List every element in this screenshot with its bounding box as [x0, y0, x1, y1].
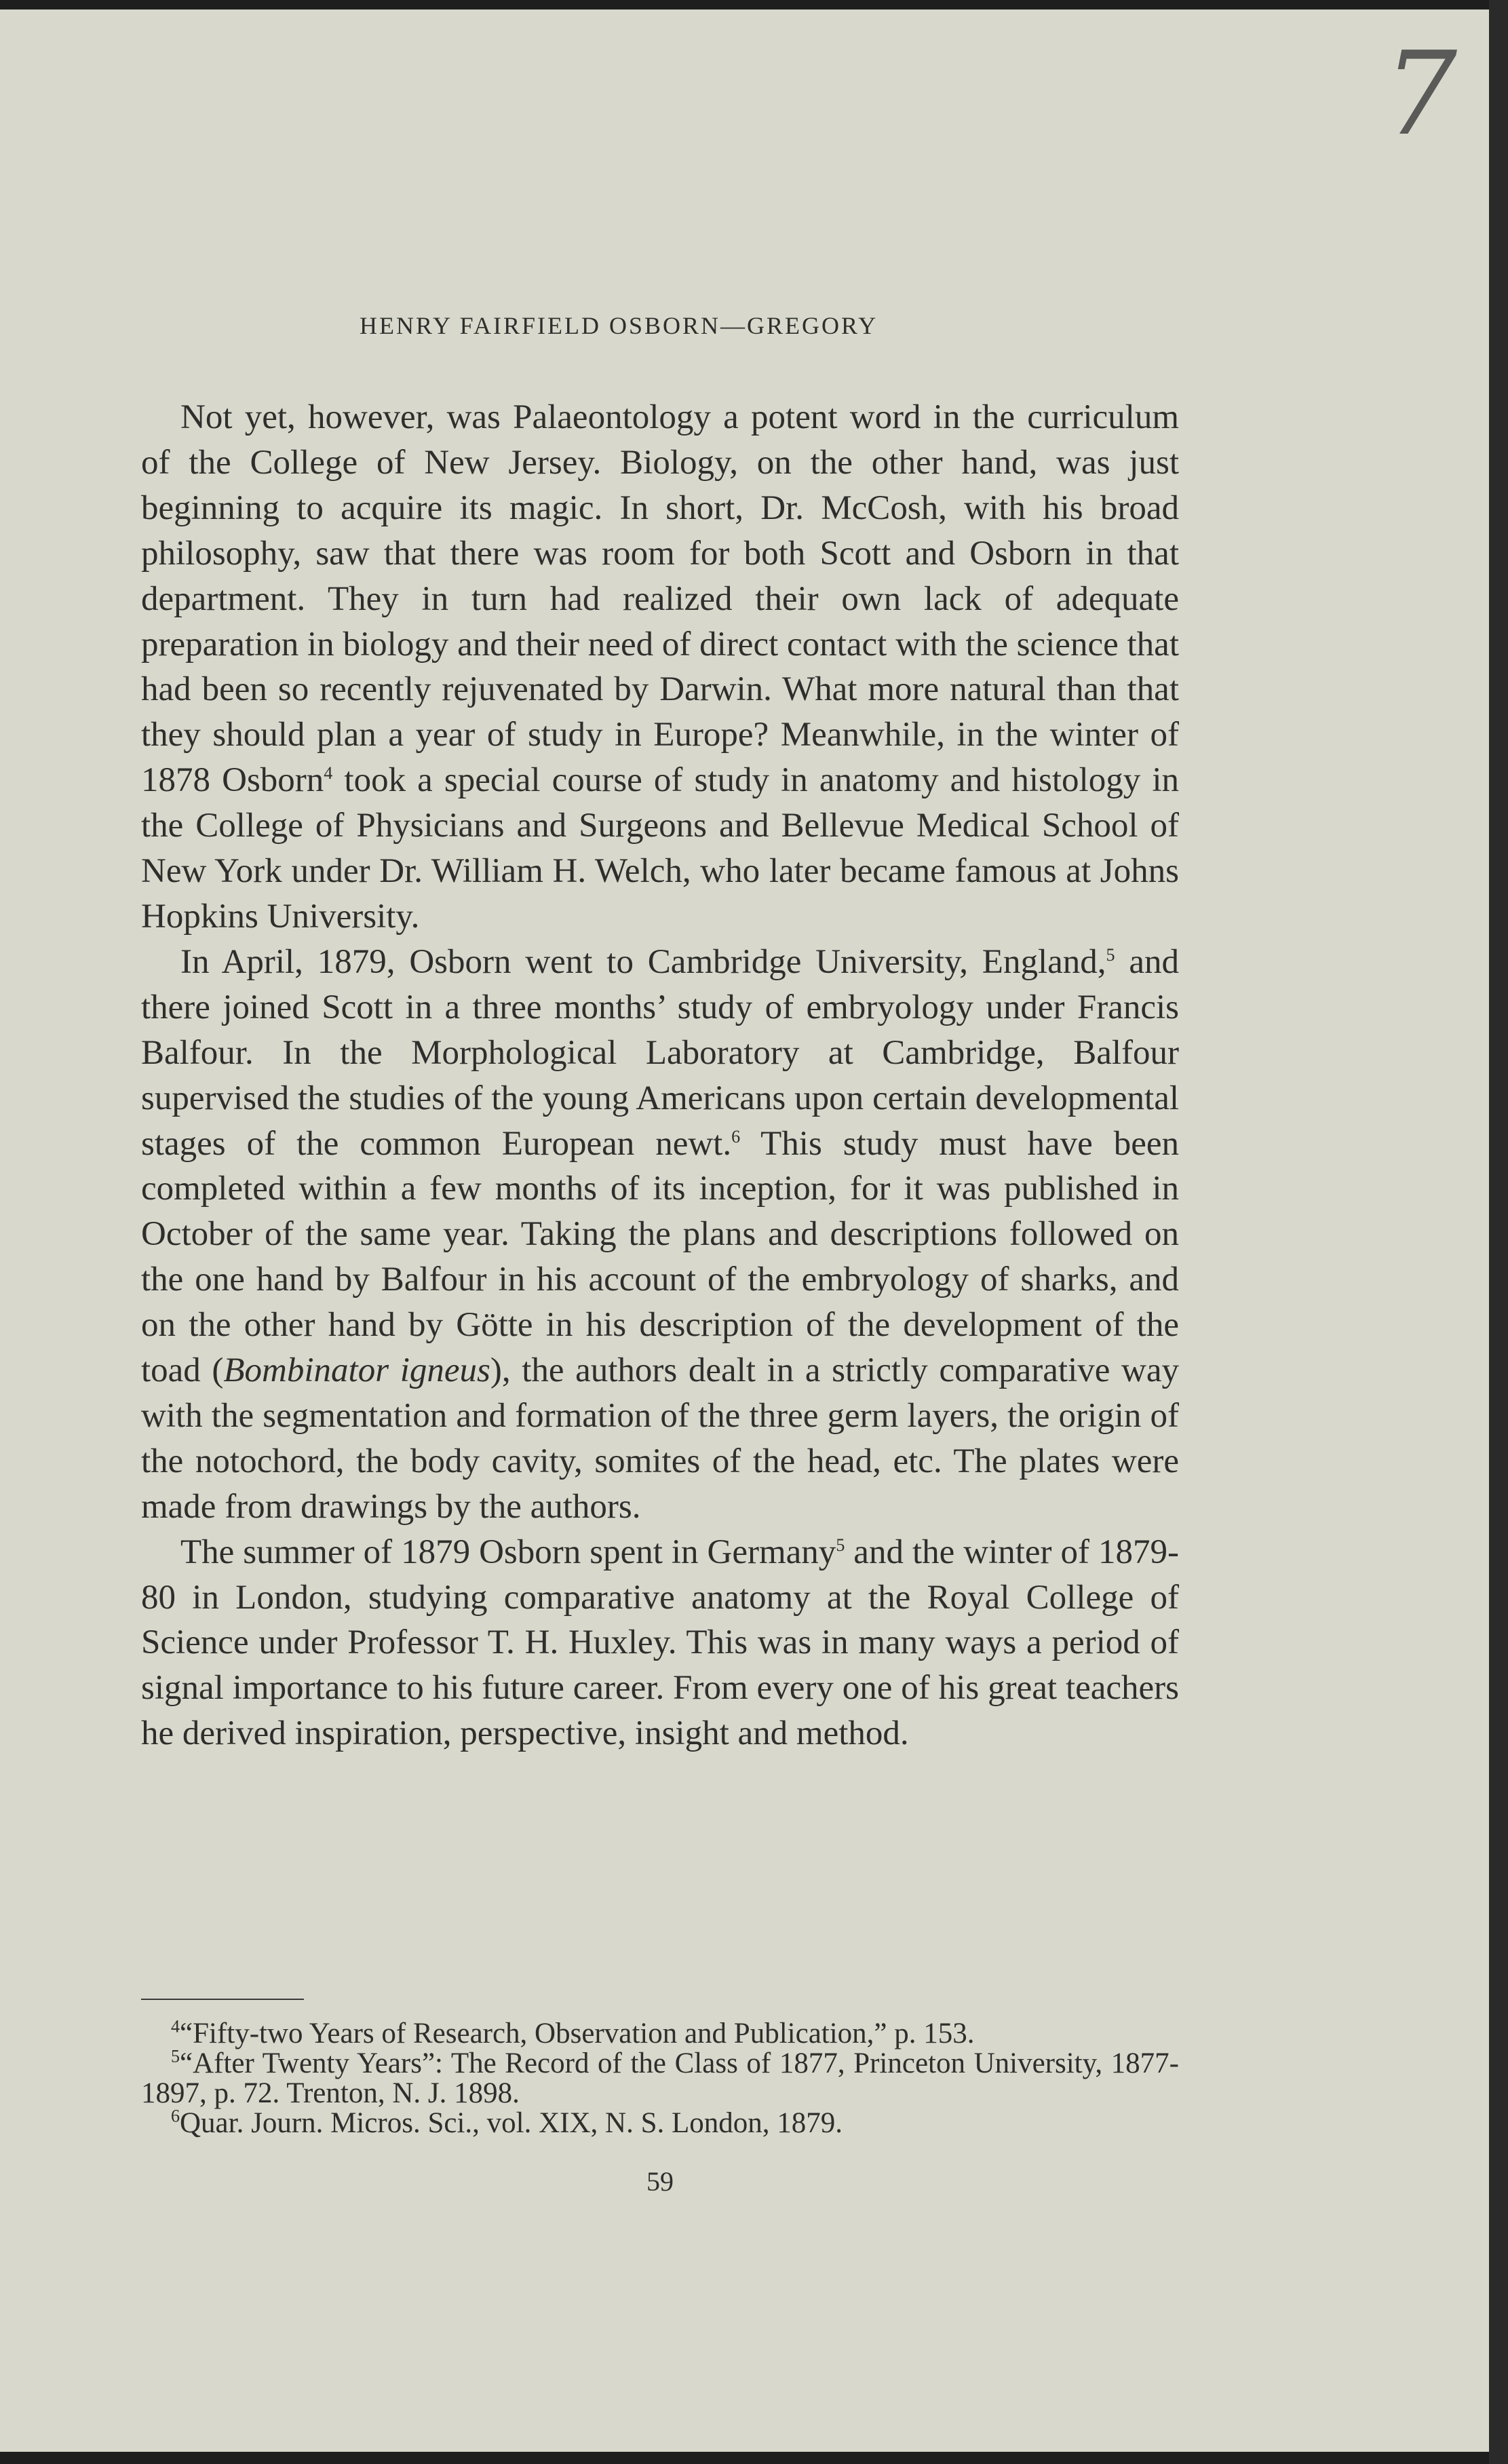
footnotes — [141, 2016, 1179, 2139]
paragraph-3-text: The summer of 1879 Osborn spent in Germany — [180, 1533, 836, 1571]
paragraph-1-continued: took a special course of study in anatomy and histology in the College of Physicians and Surgeons and Bellevue Medical School of New York under Dr. William H. Welch, who later became famous at Johns Hopkins University. — [141, 761, 1179, 936]
footnote-text: Quar. Journ. Micros. Sci., vol. XIX, N. S. London, 1879. — [180, 2107, 843, 2139]
footnote-text: “After Twenty Years”: The Record of the Class of 1877, Princeton University, 1877-1897, p. 72. Trenton, N. J. 1898. — [141, 2047, 1179, 2109]
handwritten-page-mark: 7 — [1384, 27, 1458, 161]
footnote-text: “Fifty-two Years of Research, Observation and Publication,” p. 153. — [180, 2018, 975, 2049]
paragraph-1-text: Not yet, however, was Palaeontology a potent word in the curriculum of the College of New Jersey. Biology, on the other hand, was just beginning to acquire its magic. In short, Dr. McCosh, with his broad philosophy, saw that there was room for both Scott and Osborn in that department. They in turn had realized their own lack of adequate preparation in biology and their need of direct contact with the science that had been so recently rejuvenated by Darwin. What more natural than that they should plan a year of study in Europe? Meanwhile, in the winter of 1878 Osborn — [141, 398, 1179, 800]
paragraph-2 — [141, 940, 1179, 1530]
body-text — [141, 395, 1179, 1756]
footnote-6 — [141, 2106, 1179, 2139]
footnote-mark: 4 — [171, 2016, 180, 2037]
page-number: 59 — [646, 2166, 674, 2197]
paragraph-2-text: In April, 1879, Osborn went to Cambridge University, England, — [180, 942, 1106, 981]
paragraph-2-mid: and there joined Scott in a three months’ study of embryology under Francis Balfour. In the Morphological Laboratory at Cambridge, Balfour supervised the studies of the young Americans upon certain developmental stages of the common European newt. — [141, 942, 1180, 1163]
running-head: HENRY FAIRFIELD OSBORN—GREGORY — [360, 312, 878, 339]
species-name: Bombinator igneus — [223, 1351, 490, 1390]
footnote-rule — [141, 1999, 304, 2000]
paragraph-2-mid2: This study must have been completed within a few months of its inception, for it was published in October of the same year. Taking the plans and descriptions followed on the one hand by Balfour in his account of the embryology of sharks, and on the other hand by Götte in his description of the development of the toad ( — [141, 1124, 1179, 1390]
document-page — [0, 9, 1489, 2452]
footnote-mark: 5 — [171, 2046, 180, 2066]
footnote-5 — [141, 2046, 1179, 2109]
footnote-ref-5b: 5 — [836, 1535, 845, 1555]
footnote-ref-4: 4 — [324, 763, 333, 784]
paragraph-3 — [141, 1530, 1179, 1757]
paragraph-3-end: and the winter of 1879-80 in London, studying comparative anatomy at the Royal College of Science under Professor T. H. Huxley. This was in many ways a period of signal importance to his future career. From every one of his great teachers he derived inspiration, perspective, insight and method. — [141, 1533, 1179, 1753]
footnote-4 — [141, 2016, 1179, 2049]
paragraph-1 — [141, 395, 1179, 940]
footnote-ref-5: 5 — [1106, 944, 1115, 965]
scan-edge — [1489, 0, 1508, 2464]
footnote-ref-6: 6 — [731, 1126, 741, 1147]
paragraph-2-end: ), the authors dealt in a strictly comparative way with the segmentation and formation of the three germ layers, the origin of the notochord, the body cavity, somites of the head, etc. The plates were made from drawings by the authors. — [141, 1351, 1179, 1526]
footnote-mark: 6 — [171, 2106, 180, 2126]
